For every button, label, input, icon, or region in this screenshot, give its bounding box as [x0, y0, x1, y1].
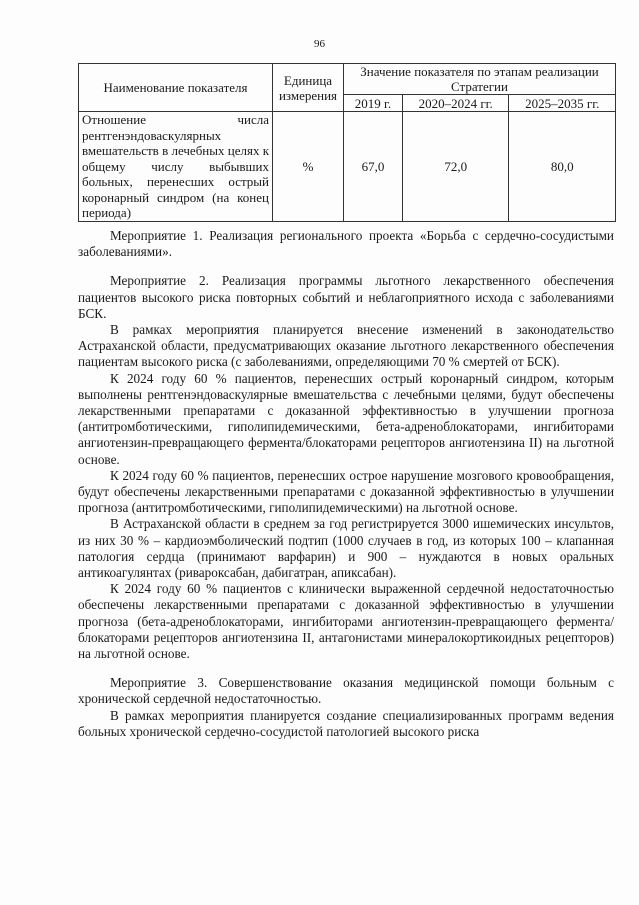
indicator-table	[78, 63, 616, 222]
paragraph-measure-2: Мероприятие 2. Реализация программы льготного лекарственного обеспечения пациентов высокого риска повторных событий и неблагоприятного исхода с заболеваниями БСК.	[78, 273, 614, 321]
paragraph: К 2024 году 60 % пациентов, перенесших острое нарушение мозгового кровообращения, будут обеспечены лекарственными препаратами с доказанной эффективностью в улучшении прогноза (антитромботическими, гиполипидемическими) на льготной основе.	[78, 467, 614, 516]
header-year-2020-2024: 2020–2024 гг.	[402, 95, 509, 112]
header-unit: Единица измерения	[273, 64, 344, 112]
body-text	[78, 228, 614, 740]
paragraph: В рамках мероприятия планируется создание специализированных программ ведения больных хронической сердечно-сосудистой патологией высокого риска	[78, 707, 614, 739]
paragraph: В рамках мероприятия планируется внесение изменений в законодательство Астраханской области, предусматривающих оказание льготного лекарственного обеспечения пациентам высокого риска (с заболеваниями, определяющими 70 % смертей от БСК).	[78, 322, 614, 370]
paragraph: В Астраханской области в среднем за год регистрируется 3000 ишемических инсультов, из них 30 % – кардиоэмболический подтип (1000 случаев в год, из которых 100 – клапанная патология сердца (принимают варфарин) и 900 – нуждаются в новых оральных антикоагулянтах (ривароксабан, дабигатран, апиксабан).	[78, 516, 614, 581]
row-unit: %	[273, 112, 344, 222]
header-indicator-name: Наименование показателя	[79, 64, 273, 112]
header-year-2025-2035: 2025–2035 гг.	[509, 95, 616, 112]
paragraph: К 2024 году 60 % пациентов, перенесших острый коронарный синдром, которым выполнены рентгенэндоваскулярные вмешательства с лечебными целями, будут обеспечены лекарственными препаратами с доказанной эффективностью в улучшении прогноза (антитромботическими, гиполипидемическими, бета-адреноблокаторами, ингибиторами ангиотензин-превращающего фермента/блокаторами рецепторов ангиотензина II) на льготной основе.	[78, 370, 614, 467]
header-stage-values: Значение показателя по этапам реализации Стратегии	[344, 64, 616, 95]
paragraph-measure-3: Мероприятие 3. Совершенствование оказания медицинской помощи больным с хронической сердечной недостаточностью.	[78, 675, 614, 707]
row-value-2020-2024: 72,0	[402, 112, 509, 222]
table-row	[79, 112, 616, 222]
paragraph-measure-1: Мероприятие 1. Реализация регионального проекта «Борьба с сердечно-сосудистыми заболеваниями».	[78, 228, 614, 260]
paragraph: К 2024 году 60 % пациентов с клинически выраженной сердечной недостаточностью обеспечены лекарственными препаратами с доказанной эффективностью в улучшении прогноза (бета-адреноблокаторами, ингибиторами ангиотензин-превращающего фермента/блокаторами рецепторов ангиотензина II, антагонистами минералокортикоидных рецепторов) на льготной основе.	[78, 581, 614, 662]
table-header-row	[79, 64, 616, 95]
row-value-2025-2035: 80,0	[509, 112, 616, 222]
header-year-2019: 2019 г.	[344, 95, 403, 112]
row-indicator-name: Отношение числа рентгенэндоваскулярных вмешательств в лечебных целях к общему числу выбывших больных, перенесших острый коронарный синдром (на конец периода)	[79, 112, 273, 222]
page-number: 96	[314, 38, 325, 50]
row-value-2019: 67,0	[344, 112, 403, 222]
